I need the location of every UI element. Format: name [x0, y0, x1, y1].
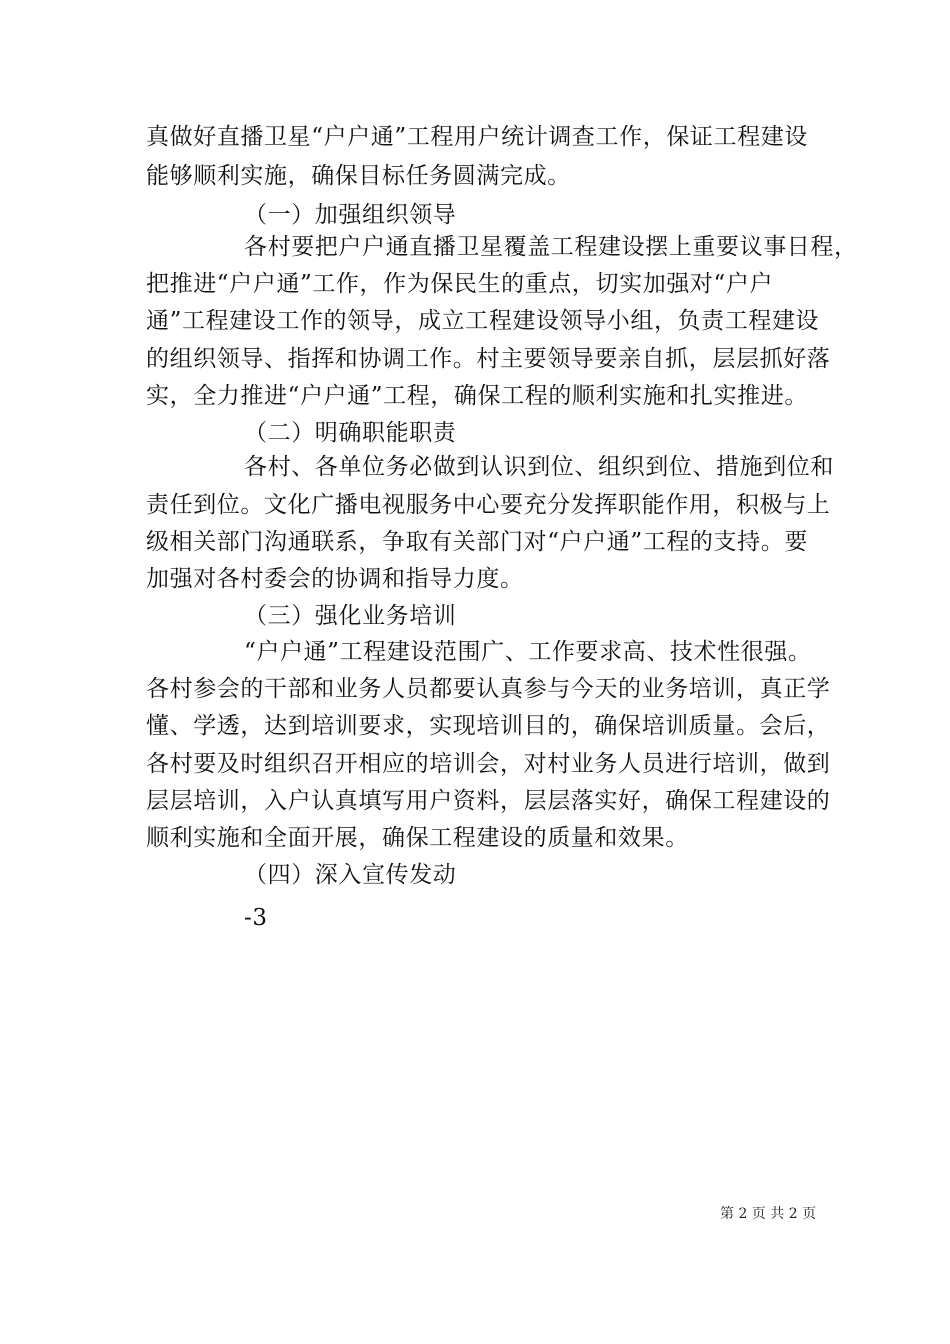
text-line: 的组织领导、指挥和协调工作。村主要领导要亲自抓，层层抓好落 [146, 346, 831, 372]
text-line: 责任到位。文化广播电视服务中心要充分发挥职能作用，积极与上 [146, 492, 831, 518]
text-line: 各村要及时组织召开相应的培训会，对村业务人员进行培训，做到 [146, 751, 831, 777]
text-line: 各村要把户户通直播卫星覆盖工程建设摆上重要议事日程， [244, 234, 858, 260]
page-marker: -3 [244, 905, 268, 931]
text-line: 加强对各村委会的协调和指导力度。 [146, 566, 524, 592]
text-line: “户户通”工程建设范围广、工作要求高、技术性很强。 [244, 639, 812, 665]
text-line: 级相关部门沟通联系，争取有关部门对“户户通”工程的支持。要 [146, 529, 808, 555]
section-heading: （二）明确职能职责 [244, 420, 457, 446]
text-line: 层层培训，入户认真填写用户资料，层层落实好，确保工程建设的 [146, 788, 831, 814]
page-footer: 第 2 页 共 2 页 [720, 1206, 817, 1222]
text-line: 各村、各单位务必做到认识到位、组织到位、措施到位和 [244, 454, 834, 480]
text-line: 真做好直播卫星“户户通”工程用户统计调查工作，保证工程建设 [146, 124, 808, 150]
section-heading: （一）加强组织领导 [244, 202, 457, 228]
text-line: 把推进“户户通”工作，作为保民生的重点，切实加强对“户户 [146, 271, 774, 297]
text-line: 能够顺利实施，确保目标任务圆满完成。 [146, 163, 571, 189]
text-line: 懂、学透，达到培训要求，实现培训目的，确保培训质量。会后， [146, 713, 831, 739]
text-line: 通”工程建设工作的领导，成立工程建设领导小组，负责工程建设 [146, 308, 820, 334]
section-heading: （四）深入宣传发动 [244, 862, 457, 888]
text-line: 顺利实施和全面开展，确保工程建设的质量和效果。 [146, 825, 689, 851]
text-line: 各村参会的干部和业务人员都要认真参与今天的业务培训，真正学 [146, 676, 831, 702]
text-line: 实，全力推进“户户通”工程，确保工程的顺利实施和扎实推进。 [146, 383, 808, 409]
section-heading: （三）强化业务培训 [244, 603, 457, 629]
